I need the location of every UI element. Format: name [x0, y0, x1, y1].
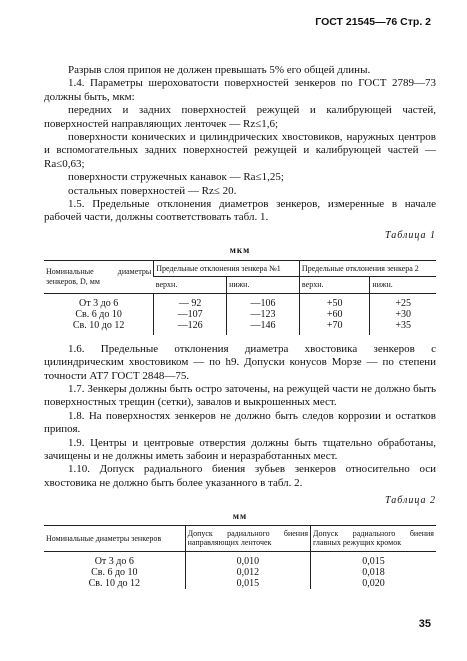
table-1-header-z2: Предельные отклонения зенкера 2	[299, 260, 436, 277]
page-number: 35	[418, 618, 431, 630]
table-cell: 0,012	[185, 567, 310, 578]
table-1-header-z1: Предельные отклонения зенкера №1	[154, 260, 300, 277]
table-cell: —107	[154, 309, 227, 320]
table-cell-size: Св. 10 до 12	[72, 319, 125, 331]
paragraph: 1.4. Параметры шероховатости поверхностей зенкеров по ГОСТ 2789—73 должны быть, мкм:	[44, 77, 436, 103]
table-row	[44, 578, 436, 589]
paragraph: передних и задних поверхностей режущей и калибрующей частей, поверхностей направляющих ленточек — Rz≤1,6;	[44, 104, 436, 130]
table-2-header-size: Номинальные диаметры зенкеров	[44, 525, 185, 551]
table-row	[44, 320, 436, 335]
table-row	[44, 567, 436, 578]
table-2	[44, 525, 436, 589]
table-cell: —126	[154, 320, 227, 335]
table-1-header-upper: верхн.	[154, 277, 227, 294]
table-cell: 0,015	[185, 578, 310, 589]
table-cell: 0,015	[311, 551, 436, 567]
paragraph: остальных поверхностей — Rz≤ 20.	[68, 184, 237, 197]
table-row	[44, 309, 436, 320]
page-header: ГОСТ 21545—76 Стр. 2	[315, 16, 431, 28]
table-cell-size: От 3 до 6	[94, 555, 134, 567]
table-2-header-b: Допуск радиального биения главных режущих кромок	[311, 525, 436, 551]
paragraph: поверхности стружечных канавок — Ra≤1,25;	[68, 171, 284, 184]
paragraph: Разрыв слоя припоя не должен превышать 5% его общей длины.	[68, 64, 371, 76]
paragraph: 1.6. Предельные отклонения диаметра хвостовика зенкеров с цилиндрическим хвостовиком — по h9. Допуски конусов Морзе — по степени точности АТ7 ГОСТ 2848—75.	[44, 342, 436, 382]
paragraph: 1.9. Центры и центровые отверстия должны быть тщательно обработаны, зачищены и не должны иметь забоин и неразработанных мест.	[44, 436, 436, 462]
table-cell: +30	[370, 309, 436, 320]
table-1-header-lower: нижн.	[370, 277, 436, 294]
table-2-caption: Таблица 2	[385, 495, 436, 507]
table-row	[44, 293, 436, 309]
paragraph: поверхности конических и цилиндрических хвостовиков, наружных центров и вспомогательных задних поверхностей режущей и калибрующей частей — Ra≤0,63;	[44, 131, 436, 170]
table-2-unit: мм	[232, 510, 248, 521]
table-1-header-upper: верхн.	[299, 277, 370, 294]
table-cell-size: От 3 до 6	[79, 297, 119, 309]
table-cell-size: Св. 10 до 12	[88, 577, 141, 589]
table-cell: +25	[370, 293, 436, 309]
table-1-caption: Таблица 1	[385, 229, 436, 241]
paragraph: 1.7. Зенкеры должны быть остро заточены, на режущей части не должно быть поверхностных трещин (сетки), завалов и выкрошенных мест.	[44, 382, 436, 409]
table-cell-size: Св. 6 до 10	[75, 308, 122, 320]
table-1	[44, 260, 436, 335]
table-1-header-lower: нижн.	[227, 277, 300, 294]
table-cell: +35	[370, 320, 436, 335]
table-cell: +50	[299, 293, 370, 309]
table-cell: —123	[227, 309, 300, 320]
table-row	[44, 551, 436, 567]
table-cell: 0,010	[185, 551, 310, 567]
paragraph: 1.8. На поверхностях зенкеров не должно быть следов коррозии и остатков припоя.	[44, 409, 436, 436]
paragraph: 1.10. Допуск радиального биения зубьев зенкеров относительно оси хвостовика не должно быть более указанного в табл. 2.	[44, 463, 436, 489]
table-1-unit: мкм	[229, 245, 251, 256]
table-cell: — 92	[154, 293, 227, 309]
table-cell: —106	[227, 293, 300, 309]
table-2-header-a: Допуск радиального биения направляющих ленточек	[185, 525, 310, 551]
table-cell-size: Св. 6 до 10	[91, 566, 138, 578]
table-1-header-size: Номинальные диаметры зенкеров, D, мм	[44, 260, 154, 293]
table-cell: —146	[227, 320, 300, 335]
table-cell: 0,020	[311, 578, 436, 589]
document-body	[44, 64, 436, 589]
paragraph: 1.5. Предельные отклонения диаметров зенкеров, измеренные в начале рабочей части, должны соответствовать табл. 1.	[44, 198, 436, 224]
table-cell: +70	[299, 320, 370, 335]
table-cell: +60	[299, 309, 370, 320]
table-cell: 0,018	[311, 567, 436, 578]
